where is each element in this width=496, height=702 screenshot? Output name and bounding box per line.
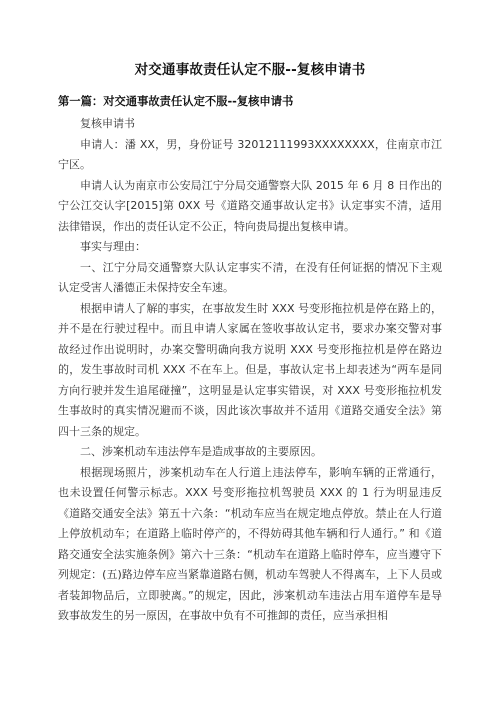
section-title: 第一篇：对交通事故责任认定不服--复核申请书 [58,95,294,108]
paragraph-point-two: 二、涉案机动车违法停车是造成事故的主要原因。 [80,445,322,458]
paragraph-applicant: 申请人：潘 XX，男，身份证号 32012111993XXXXXXXX，住南京市江宁区。 [58,137,442,171]
paragraph-legal-detail: 根据现场照片，涉案机动车在人行道上违法停车，影响车辆的正常通行，也未设置任何警示标志。XXX 号变形拖拉机驾驶员 XXX 的 1 行为明显违反《道路交通安全法》第五十六条：“机动车应当在规定地点停放。禁止在人行道上停放机动车；在道路上临时停产的，不得妨碍其他车辆和行人通行。” 和《道路交通安全法实施条例》第六十三条：“机动车在道路上临时停车，应当遵守下列规定：(五)路边停车应当紧靠道路右侧，机动车驾驶人不得离车，上下人员或者装卸物品后，立即驶离。”的规定，因此，涉案机动车违法占用车道停车是导致事故发生的另一原因，在事故中负有不可推卸的责任，应当承担相 [58,465,442,622]
paragraph-heading: 复核申请书 [80,117,135,130]
paragraph-point-one: 一、江宁分局交通警察大队认定事实不清，在没有任何证据的情况下主观认定受害人潘德正未保持安全车速。 [58,260,442,294]
paragraph-facts-detail: 根据申请人了解的事实，在事故发生时 XXX 号变形拖拉机是停在路上的，并不是在行驶过程中。而且申请人家属在签收事故认定书，要求办案交警对事故经过作出说明时，办案交警明确向我方说明 XXX 号变形拖拉机是停在路边的，发生事故时司机 XXX 不在车上。但是，事故认定书上却表述为“两车是同方向行驶并发生追尾碰撞”，这明显是认定事实错误，对 XXX 号变形拖拉机发生事故时的真实情况避而不谈，因此该次事故并不适用《道路交通安全法》第四十三条的规定。 [58,301,442,438]
document-title: 对交通事故责任认定不服--复核申请书 [134,62,366,78]
paragraph-request: 申请人认为南京市公安局江宁分局交通警察大队 2015 年 6 月 8 日作出的宁公江交认字[2015]第 0XX 号《道路交通事故认定书》认定事实不清，适用法律错误，作出的责任认定不公正，特向贵局提出复核申请。 [58,178,442,233]
paragraph-facts-label: 事实与理由： [80,240,146,253]
